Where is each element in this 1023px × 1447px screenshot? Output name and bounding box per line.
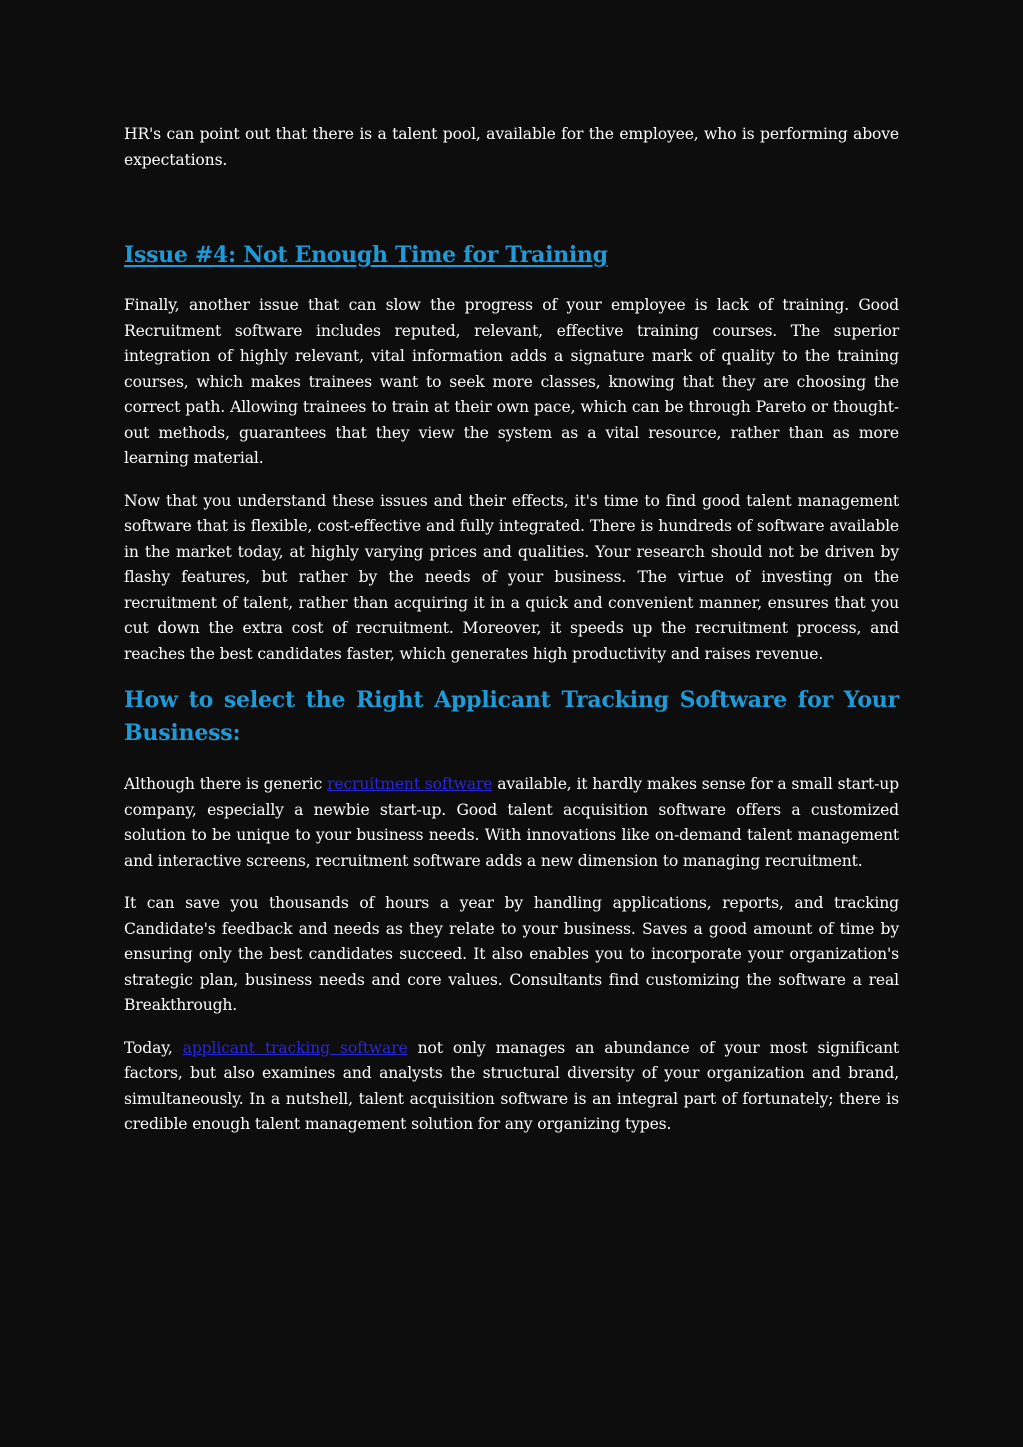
heading-how-to-select: How to select the Right Applicant Tracking Software for Your Business: [124,687,899,746]
paragraph-talent-management: Now that you understand these issues and their effects, it's time to find good talent management software that is flexible, cost-effective and fully integrated. There is hundreds of software available in the market today, at highly varying prices and qualities. Your research should not be driven by flashy features, but rather by the needs of your business. The virtue of investing on the recruitment of talent, rather than acquiring it in a quick and convenient manner, ensures that you cut down the extra cost of recruitment. Moreover, it speeds up the recruitment process, and reaches the best candidates faster, which generates high productivity and raises revenue. [124,491,899,663]
paragraph-today [124,1036,899,1138]
paragraph-text: Today, [124,1038,183,1057]
paragraph-save-time: It can save you thousands of hours a year by handling applications, reports, and tracking Candidate's feedback and needs as they relate to your business. Saves a good amount of time by ensuring only the best candidates succeed. It also enables you to incorporate your organization's strategic plan, business needs and core values. Consultants find customizing the software a real Breakthrough. [124,894,899,1014]
paragraph-generic-software [124,772,899,874]
paragraph-text: not only manages an abundance of your most significant factors, but also examines and analysts the structural diversity of your organization and brand, simultaneously. In a nutshell, talent acquisition software is an integral part of fortunately; there is credible enough talent management solution for any organizing types. [124,1038,899,1133]
paragraph-text: available, it hardly makes sense for a small start-up company, especially a newbie start-up. Good talent acquisition software offers a customized solution to be unique to your business needs. With innovations like on-demand talent management and interactive screens, recruitment software adds a new dimension to managing recruitment. [124,775,899,870]
paragraph-talent-pool: HR's can point out that there is a talent pool, available for the employee, who is performing above expectations. [124,125,899,169]
heading-issue-4[interactable]: Issue #4: Not Enough Time for Training [124,242,608,268]
document-page [124,122,899,1155]
applicant-tracking-software-link[interactable]: applicant tracking software [182,1038,408,1057]
recruitment-software-link[interactable]: recruitment software [327,775,493,793]
paragraph-text: Although there is generic [124,775,328,793]
paragraph-training: Finally, another issue that can slow the progress of your employee is lack of training. Good Recruitment software includes reputed, relevant, effective training courses. The superior integration of highly relevant, vital information adds a signature mark of quality to the training courses, which makes trainees want to seek more classes, knowing that they are choosing the correct path. Allowing trainees to train at their own pace, which can be through Pareto or thought-out methods, guarantees that they view the system as a vital resource, rather than as more learning material. [124,296,899,467]
